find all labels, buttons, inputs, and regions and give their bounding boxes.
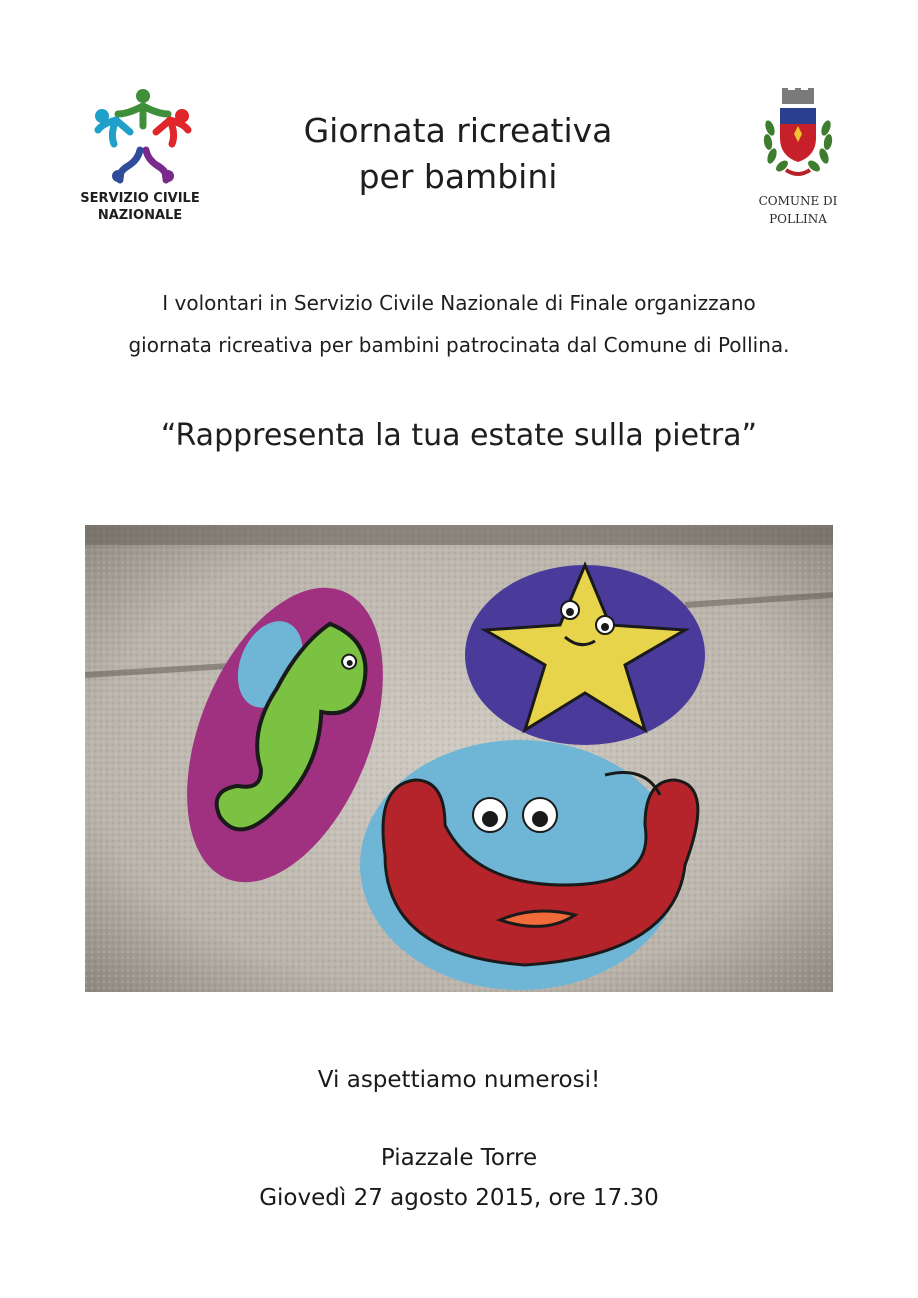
- event-place: Piazzale Torre: [380, 1145, 538, 1171]
- intro-line1: I volontari in Servizio Civile Nazionale di Finale organizzano: [162, 291, 756, 315]
- servizio-civile-caption: [70, 190, 210, 224]
- page-title-line1: Giornata ricreativa: [303, 111, 613, 150]
- event-datetime: Giovedì 27 agosto 2015, ore 17.30: [259, 1185, 659, 1211]
- comune-crest-icon: [760, 86, 836, 182]
- comune-caption-line1: COMUNE DI: [758, 194, 838, 208]
- page-title-line2: per bambini: [358, 157, 558, 196]
- intro-line2: giornata ricreativa per bambini patrocinata dal Comune di Pollina.: [128, 333, 790, 357]
- painted-stones-photo-icon: [85, 525, 833, 992]
- servizio-civile-logo-icon: [88, 84, 198, 184]
- closing-message: Vi aspettiamo numerosi!: [317, 1067, 601, 1093]
- servizio-civile-caption-line2: NAZIONALE: [97, 208, 183, 223]
- servizio-civile-caption-line1: SERVIZIO CIVILE: [80, 191, 200, 206]
- intro-paragraph: [60, 282, 858, 366]
- comune-caption-line2: POLLINA: [769, 212, 827, 226]
- comune-caption: [740, 192, 856, 228]
- event-slogan: “Rappresenta la tua estate sulla pietra”: [160, 418, 758, 453]
- page-title: [240, 108, 676, 200]
